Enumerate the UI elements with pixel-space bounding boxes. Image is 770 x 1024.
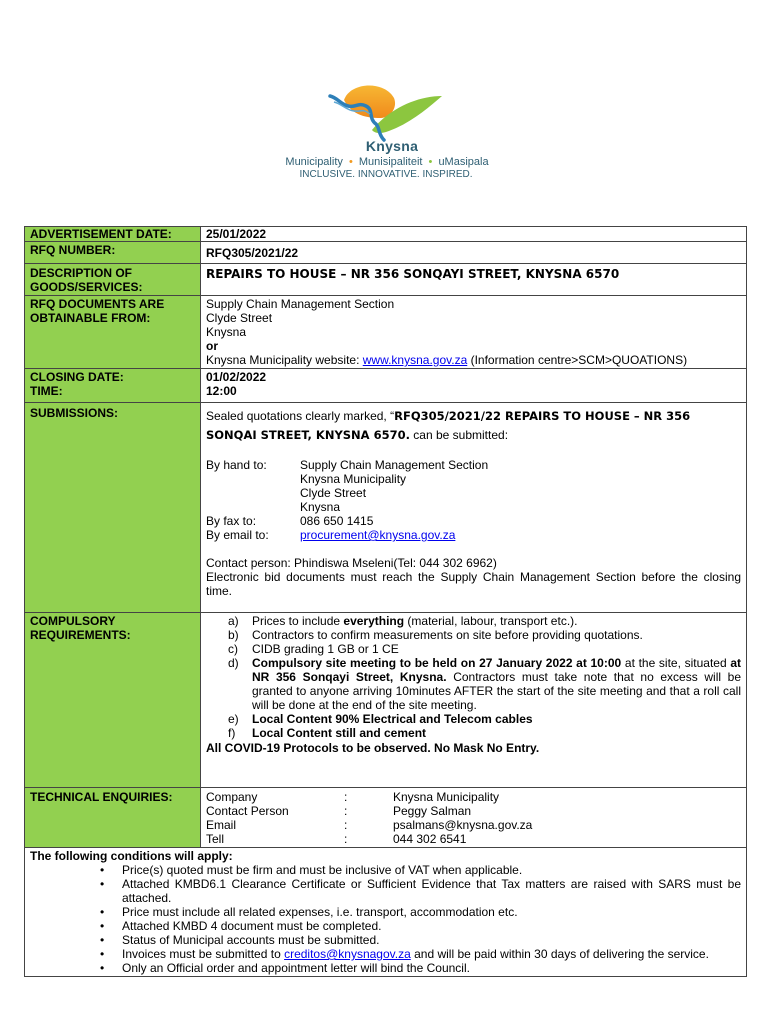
table-row <box>25 296 747 369</box>
list-marker: d) <box>228 656 239 670</box>
logo-tagline: INCLUSIVE. INNOVATIVE. INSPIRED. <box>299 169 473 180</box>
list-marker: e) <box>228 712 239 726</box>
rfq-number-label: RFQ NUMBER: <box>25 242 201 264</box>
list-item <box>228 642 741 656</box>
hand-delivery <box>206 458 741 514</box>
tech-sep: : <box>344 832 348 846</box>
req-text: Contractors must take note that no excess will be granted to anyone arriving 10minutes AFTER the start of the site meeting and that a roll call will be done at the end of the site meeting. <box>252 670 741 712</box>
submissions-value <box>201 403 747 613</box>
tech-sep: : <box>344 804 348 818</box>
cond-text: and will be paid within 30 days of delivering the service. <box>410 947 709 961</box>
tech-key: Email <box>206 818 237 832</box>
tech-sep: : <box>344 818 348 832</box>
website-link[interactable]: www.knysna.gov.za <box>362 353 468 367</box>
logo-sub-1: Municipality <box>285 156 343 168</box>
table-row <box>25 227 747 242</box>
fax-delivery <box>206 514 741 528</box>
address-line: Supply Chain Management Section <box>300 458 489 472</box>
email-label: By email to: <box>206 528 269 542</box>
address-line: Clyde Street <box>300 486 367 500</box>
list-item: • Status of Municipal accounts must be submitted. <box>100 933 741 947</box>
table-row <box>25 369 747 403</box>
tech-value: Peggy Salman <box>393 804 472 818</box>
req-text: CIDB grading 1 GB or 1 CE <box>252 642 399 656</box>
documents-value <box>201 296 747 369</box>
conditions-list <box>30 863 741 975</box>
intro-suffix: can be submitted: <box>409 428 509 442</box>
cond-text: Invoices must be submitted to <box>122 947 285 961</box>
conditions-cell <box>25 848 747 977</box>
list-item: • Attached KMBD6.1 Clearance Certificate or Sufficient Evidence that Tax matters are raised with SARS must be attached. <box>100 877 741 905</box>
req-text: at the site, situated <box>621 656 731 670</box>
description-label: DESCRIPTION OF GOODS/SERVICES: <box>25 264 201 296</box>
creditors-email-link[interactable]: creditos@knysnagov.za <box>284 947 411 961</box>
compulsory-label: COMPULSORY REQUIREMENTS: <box>25 613 201 788</box>
req-text: Prices to include <box>252 614 344 628</box>
list-marker: a) <box>228 614 239 628</box>
table-row <box>25 264 747 296</box>
technical-label: TECHNICAL ENQUIRIES: <box>25 788 201 848</box>
table-row <box>25 242 747 264</box>
tech-value: 044 302 6541 <box>393 832 467 846</box>
tech-value: Knysna Municipality <box>393 790 500 804</box>
logo-name: Knysna <box>365 138 419 154</box>
hand-label: By hand to: <box>206 458 267 472</box>
documents-label: RFQ DOCUMENTS ARE OBTAINABLE FROM: <box>25 296 201 369</box>
list-item <box>100 947 741 961</box>
docs-web-prefix: Knysna Municipality website: <box>206 353 363 367</box>
contact-person: Contact person: Phindiswa Mseleni(Tel: 044 302 6962) <box>206 556 497 570</box>
tech-row <box>206 832 741 846</box>
list-marker: b) <box>228 628 239 642</box>
docs-line: Supply Chain Management Section <box>206 297 395 311</box>
req-text: Contractors to confirm measurements on site before providing quotations. <box>252 628 643 642</box>
logo-subtitle <box>0 156 770 168</box>
docs-line: Knysna <box>206 325 247 339</box>
requirements-list <box>206 614 741 740</box>
docs-website-line <box>206 353 741 367</box>
list-item <box>228 712 741 726</box>
tech-key: Contact Person <box>206 804 289 818</box>
req-bold: Compulsory site meeting to be held on 27 January 2022 at 10:00 <box>252 656 622 670</box>
req-text: (material, labour, transport etc.). <box>404 614 578 628</box>
fax-label: By fax to: <box>206 514 257 528</box>
rfq-table <box>24 226 747 977</box>
tech-row <box>206 818 741 832</box>
list-marker: c) <box>228 642 238 656</box>
list-item: • Price(s) quoted must be firm and must be inclusive of VAT when applicable. <box>100 863 741 877</box>
logo-sub-3: uMasipala <box>438 156 489 168</box>
tech-row <box>206 790 741 804</box>
list-item <box>228 628 741 642</box>
req-bold: Local Content still and cement <box>252 726 427 740</box>
tech-row <box>206 804 741 818</box>
intro-prefix: Sealed quotations clearly marked, “ <box>206 409 395 423</box>
intro-bold: RFQ305/2021/22 REPAIRS TO HOUSE – NR 356 SONQAI STREET, KNYSNA 6570. <box>206 409 691 442</box>
address-line: Knysna <box>300 500 341 514</box>
req-bold: at NR 356 Sonqayi Street, Knysna. <box>252 656 741 684</box>
closing-date-label: CLOSING DATE: <box>30 370 124 384</box>
email-delivery <box>206 528 741 542</box>
technical-value <box>201 788 747 848</box>
bullet-icon: • <box>428 156 433 168</box>
procurement-email-link[interactable]: procurement@knysna.gov.za <box>300 528 456 542</box>
time-value: 12:00 <box>206 384 237 398</box>
list-item: • Attached KMBD 4 document must be completed. <box>100 919 741 933</box>
closing-date-value: 01/02/2022 <box>206 370 267 384</box>
list-item <box>228 614 741 628</box>
bullet-icon: • <box>348 156 353 168</box>
tech-value: psalmans@knysna.gov.za <box>393 818 533 832</box>
advertisement-date-label: ADVERTISEMENT DATE: <box>25 227 201 242</box>
rfq-number-value: RFQ305/2021/22 <box>201 242 747 264</box>
closing-value <box>201 369 747 403</box>
hand-address <box>300 458 741 514</box>
logo-sub-2: Munisipaliteit <box>358 156 423 168</box>
table-row <box>25 403 747 613</box>
list-marker: f) <box>228 726 236 740</box>
tech-key: Tell <box>206 832 225 846</box>
docs-line: Clyde Street <box>206 311 273 325</box>
docs-web-suffix: (Information centre>SCM>QUOATIONS) <box>467 353 688 367</box>
table-row <box>25 788 747 848</box>
closing-label <box>25 369 201 403</box>
docs-or: or <box>206 339 218 353</box>
municipality-logo <box>0 72 770 187</box>
list-item <box>228 726 741 740</box>
tech-sep: : <box>344 790 348 804</box>
compulsory-value <box>201 613 747 788</box>
list-item: • Only an Official order and appointment letter will bind the Council. <box>100 961 741 975</box>
req-bold: Local Content 90% Electrical and Telecom cables <box>252 712 533 726</box>
conditions-heading: The following conditions will apply: <box>30 849 233 863</box>
submissions-intro <box>206 407 741 445</box>
tech-key: Company <box>206 790 258 804</box>
description-value: REPAIRS TO HOUSE – NR 356 SONQAYI STREET, KNYSNA 6570 <box>201 264 747 296</box>
electronic-bid-note: Electronic bid documents must reach the Supply Chain Management Section before the closing time. <box>206 570 741 598</box>
time-label: TIME: <box>30 384 63 398</box>
covid-note: All COVID-19 Protocols to be observed. No Mask No Entry. <box>206 741 540 755</box>
fax-value: 086 650 1415 <box>300 514 374 528</box>
list-item <box>228 656 741 712</box>
knysna-emblem-icon <box>328 78 444 142</box>
address-line: Knysna Municipality <box>300 472 407 486</box>
table-row <box>25 848 747 977</box>
submissions-label: SUBMISSIONS: <box>25 403 201 613</box>
advertisement-date-value: 25/01/2022 <box>201 227 747 242</box>
table-row <box>25 613 747 788</box>
list-item: • Price must include all related expenses, i.e. transport, accommodation etc. <box>100 905 741 919</box>
req-bold: everything <box>343 614 405 628</box>
